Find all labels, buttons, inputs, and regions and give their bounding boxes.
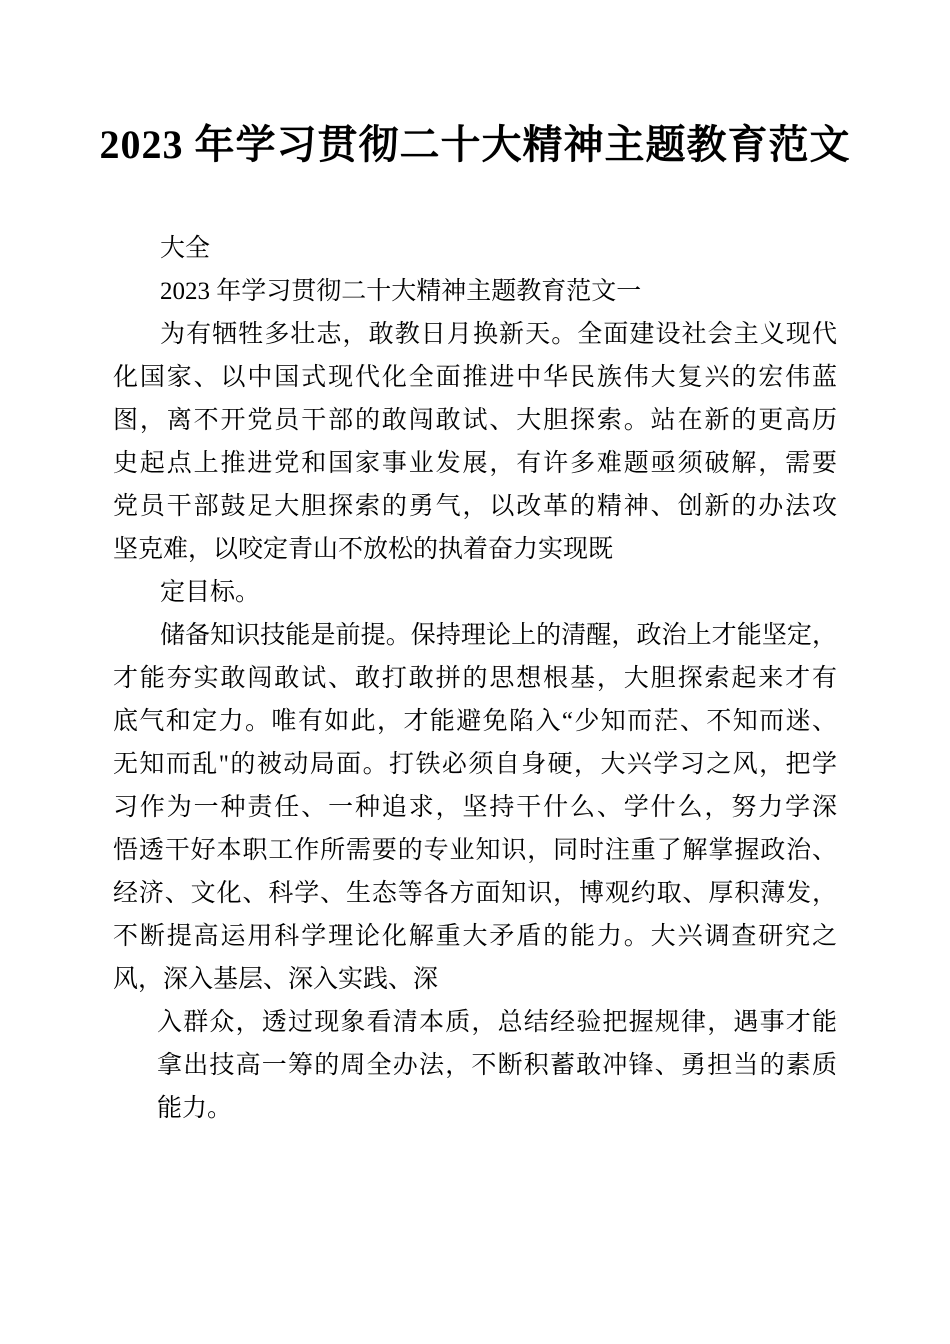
text-line: 储备知识技能是前提。保持理论上的清醒，政治上才能坚定， bbox=[160, 622, 837, 649]
text-line: 定目标。 bbox=[160, 579, 261, 606]
text-line: 2023 年学习贯彻二十大精神主题教育范文一 bbox=[160, 278, 642, 305]
document-title: 2023 年学习贯彻二十大精神主题教育范文 bbox=[99, 122, 851, 167]
text-line: 风，深入基层、深入实践、深 bbox=[113, 966, 439, 993]
text-line: 才能夯实敢闯敢试、敢打敢拼的思想根基，大胆探索起来才有 bbox=[113, 665, 837, 692]
text-line: 入群众，透过现象看清本质，总结经验把握规律，遇事才能 bbox=[157, 1009, 837, 1036]
text-line: 底气和定力。唯有如此，才能避免陷入“少知而茫、不知而迷、 bbox=[113, 708, 837, 735]
text-line: 能力。 bbox=[157, 1095, 233, 1122]
text-line: 悟透干好本职工作所需要的专业知识，同时注重了解掌握政治、 bbox=[113, 837, 837, 864]
text-line: 化国家、以中国式现代化全面推进中华民族伟大复兴的宏伟蓝 bbox=[113, 364, 837, 391]
document-body bbox=[113, 227, 837, 1130]
text-line: 不断提高运用科学理论化解重大矛盾的能力。大兴调查研究之 bbox=[113, 923, 837, 950]
text-line: 经济、文化、科学、生态等各方面知识，博观约取、厚积薄发， bbox=[113, 880, 837, 907]
text-line: 拿出技高一筹的周全办法，不断积蓄敢冲锋、勇担当的素质 bbox=[157, 1052, 837, 1079]
text-line: 图，离不开党员干部的敢闯敢试、大胆探索。站在新的更高历 bbox=[113, 407, 837, 434]
text-line: 党员干部鼓足大胆探索的勇气，以改革的精神、创新的办法攻 bbox=[113, 493, 837, 520]
text-line: 坚克难，以咬定青山不放松的执着奋力实现既 bbox=[113, 536, 614, 563]
text-line: 无知而乱"的被动局面。打铁必须自身硬，大兴学习之风，把学 bbox=[113, 751, 837, 778]
text-line: 史起点上推进党和国家事业发展，有许多难题亟须破解，需要 bbox=[113, 450, 837, 477]
text-line: 大全 bbox=[160, 235, 211, 262]
text-line: 习作为一种责任、一种追求，坚持干什么、学什么，努力学深 bbox=[113, 794, 837, 821]
text-line: 为有牺牲多壮志，敢教日月换新天。全面建设社会主义现代 bbox=[160, 321, 837, 348]
